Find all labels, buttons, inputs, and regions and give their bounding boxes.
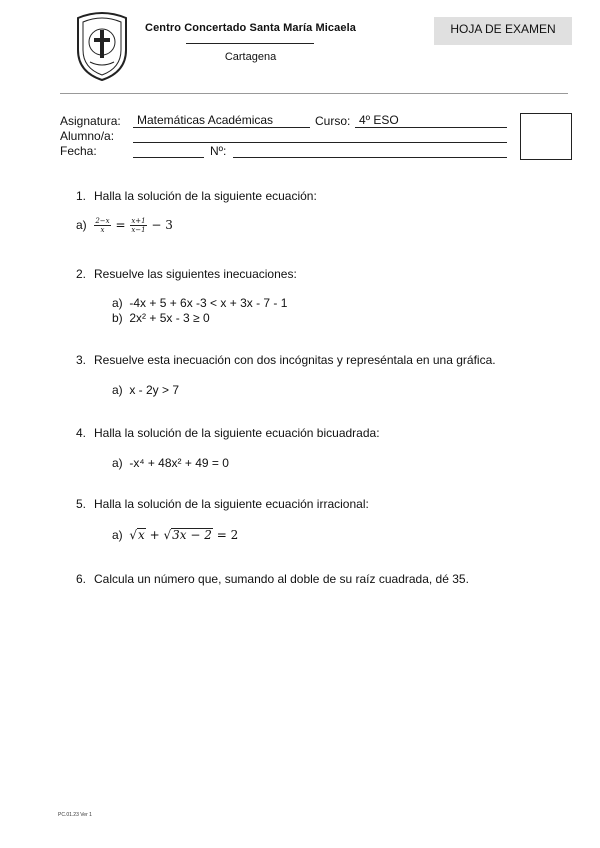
question-text: Calcula un número que, sumando al doble de su raíz cuadrada, dé 35. [94,572,469,586]
question-text: Halla la solución de la siguiente ecuación bicuadrada: [94,426,380,440]
q1-equation: a) $\frac{2-x}{x}$ = $\frac{x+1}{x-1}$ − 3 [76,217,173,234]
equation-rest: − 3 [151,218,173,232]
question-number: 5. [76,497,87,511]
subject-field[interactable]: Matemáticas Académicas [133,113,310,128]
question-text: Resuelve las siguientes inecuaciones: [94,267,297,281]
option-label: a) [112,383,123,397]
option-label: a) [112,528,123,542]
course-label: Curso: [315,114,351,128]
footer-code: PC.01.23 Ver 1 [58,812,92,818]
option-label: a) [76,218,87,232]
school-city: Cartagena [224,51,277,63]
radical-2: 3x − 2 [172,528,212,542]
q4-option-a [112,456,229,470]
header-divider [60,93,568,94]
q3-option-a [112,383,179,397]
date-field[interactable] [133,143,204,158]
question-4 [76,426,380,440]
question-3 [76,353,496,367]
question-text: Halla la solución de la siguiente ecuación irracional: [94,497,369,511]
equation-rest: = 2 [216,528,239,542]
question-text: Halla la solución de la siguiente ecuación: [94,189,317,203]
option-text: x - 2y > 7 [129,383,180,397]
student-label: Alumno/a: [60,129,115,143]
question-number: 2. [76,267,87,281]
q2-option-a [112,296,287,310]
option-label: a) [112,296,123,310]
question-2 [76,267,297,281]
q5-equation: a) √x + √3x − 2 = 2 [112,528,239,542]
question-text: Resuelve esta inecuación con dos incógnitas y represéntala en una gráfica. [94,353,496,367]
option-label: a) [112,456,123,470]
school-name: Centro Concertado Santa María Micaela [145,22,356,34]
question-number: 3. [76,353,87,367]
number-label: Nº: [210,144,227,158]
q2-option-b [112,311,210,325]
rhs-fraction: $\frac{x+1}{x-1}$ [131,217,146,234]
lhs-fraction: $\frac{2-x}{x}$ [95,217,110,234]
grade-box[interactable] [520,113,572,160]
question-number: 4. [76,426,87,440]
option-text: -x⁴ + 48x² + 49 = 0 [129,456,229,470]
student-field[interactable] [133,128,507,143]
course-field[interactable]: 4º ESO [355,113,507,128]
date-label: Fecha: [60,144,97,158]
question-1 [76,189,317,203]
radical-1: x [138,528,145,542]
question-6 [76,572,469,586]
option-label: b) [112,311,123,325]
exam-sheet-title: HOJA DE EXAMEN [434,17,572,45]
question-5 [76,497,369,511]
question-number: 6. [76,572,87,586]
subject-label: Asignatura: [60,114,121,128]
question-number: 1. [76,189,87,203]
option-text: 2x² + 5x - 3 ≥ 0 [129,311,210,325]
option-text: -4x + 5 + 6x -3 < x + 3x - 7 - 1 [129,296,288,310]
school-crest-logo [74,10,130,82]
number-field[interactable] [233,143,507,158]
divider [186,43,314,44]
